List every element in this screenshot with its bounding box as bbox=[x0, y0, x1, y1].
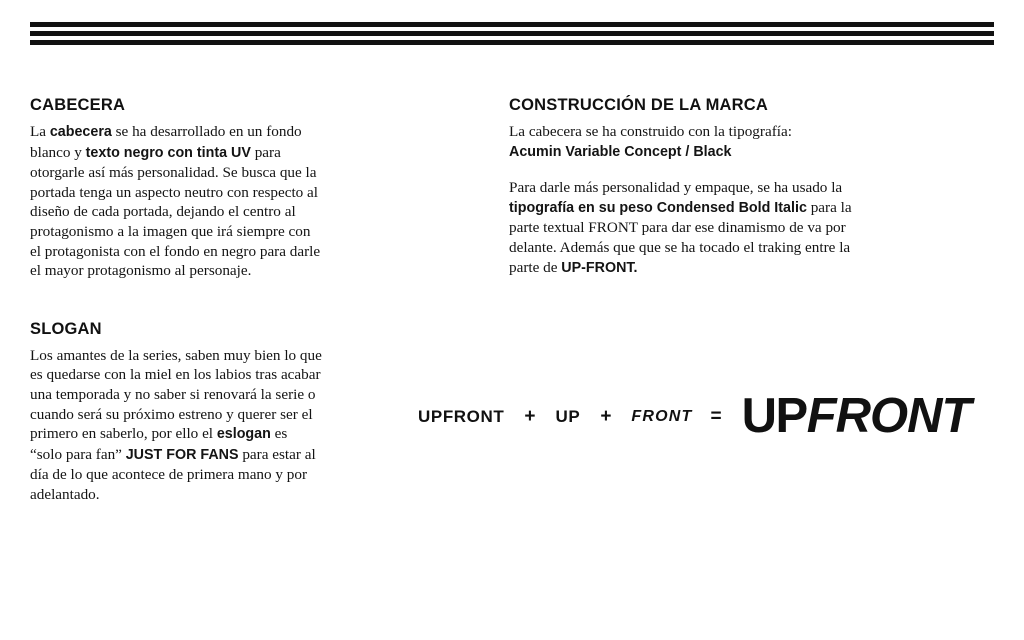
section-title-slogan: SLOGAN bbox=[30, 319, 102, 338]
section-body-construccion-2: Para darle más personalidad y empaque, se ha usado la tipografía en su peso Condensed Bold Italic para la parte textual FRONT para dar ese dinamismo de va por delante. Además que que se ha tocado el traking entre la parte de UP-FRONT. bbox=[509, 179, 852, 276]
formula-operator-plus-1: + bbox=[524, 405, 536, 427]
left-column bbox=[30, 96, 322, 505]
section-body-construccion-1: La cabecera se ha construido con la tipografía: Acumin Variable Concept / Black bbox=[509, 123, 792, 160]
formula-term-upfront: UPFRONT bbox=[418, 406, 505, 426]
section-title-construccion: CONSTRUCCIÓN DE LA MARCA bbox=[509, 96, 769, 114]
formula-operator-equals: = bbox=[710, 405, 722, 427]
rule-line-3 bbox=[30, 40, 994, 45]
brand-construction-formula bbox=[418, 389, 971, 443]
section-cabecera bbox=[30, 96, 322, 281]
right-column bbox=[509, 96, 881, 278]
section-body-cabecera: La cabecera se ha desarrollado en un fondo blanco y texto negro con tinta UV para otorgarle así más personalidad. Se busca que la portada tenga un aspecto neutro con respecto al diseño de cada portada, dejando el centro al protagonismo a la imagen que irá siempre con el protagonista con el fondo en negro para darle el mayor protagonismo al personaje. bbox=[30, 123, 321, 280]
logotype-front: FRONT bbox=[806, 389, 971, 443]
header-rules bbox=[30, 22, 994, 45]
formula-result-logotype bbox=[741, 389, 971, 443]
logotype-up: UP bbox=[741, 389, 807, 443]
formula-operator-plus-2: + bbox=[600, 405, 612, 427]
section-body-slogan: Los amantes de la series, saben muy bien lo que es quedarse con la miel en los labios tras acabar una temporada y no saber si renovará la serie o cuando será su próximo estreno y querer ser el primero en saberlo, por ello el eslogan es “solo para fan” JUST FOR FANS para estar al día de lo que acontece de primera mano y por adelantado. bbox=[30, 346, 322, 503]
section-slogan bbox=[30, 320, 322, 505]
section-title-cabecera: CABECERA bbox=[30, 96, 126, 114]
formula-term-front: FRONT bbox=[631, 407, 693, 425]
formula-term-up: UP bbox=[555, 406, 581, 426]
